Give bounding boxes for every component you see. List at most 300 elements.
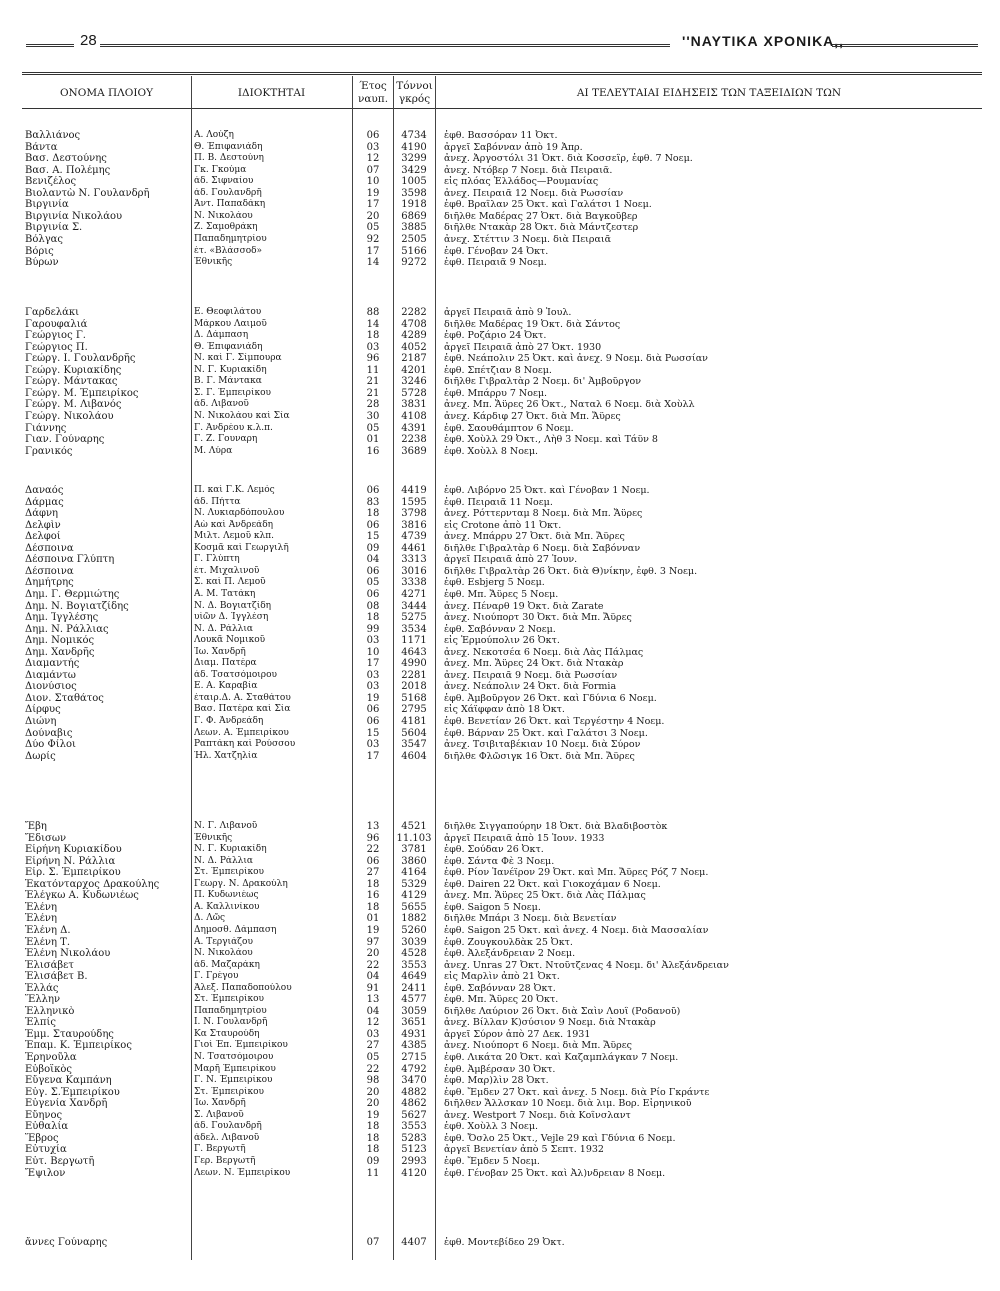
ship-owner: Δημοσθ. Δάμπαση — [194, 924, 277, 935]
table-row — [22, 1110, 982, 1122]
column-header-owner: ΙΔΙΟΚΤΗΤΑΙ — [237, 86, 306, 99]
gross-tonnage: 4391 — [401, 422, 427, 434]
gross-tonnage: 2018 — [401, 681, 427, 693]
ship-owner: Α. Τεργιάζου — [194, 936, 253, 947]
gross-tonnage: 2715 — [401, 1052, 427, 1063]
table-row — [22, 543, 982, 555]
ship-owner: Στ. Ἐμπειρίκου — [194, 1086, 265, 1097]
build-year: 14 — [366, 257, 380, 269]
ship-owner: ἀδ. Λιβανοῦ — [194, 399, 249, 410]
table-row — [22, 925, 982, 937]
ship-name: Δέσποινα — [25, 542, 74, 554]
ship-owner: Γ. Γρέγου — [194, 971, 239, 982]
table-row — [22, 142, 982, 154]
table-row — [22, 246, 982, 258]
ship-name: Δούναβις — [25, 727, 73, 739]
build-year: 01 — [366, 913, 380, 925]
gross-tonnage: 4708 — [401, 318, 427, 330]
voyage-news: ἐφθ. Χοὺλλ 29 Ὀκτ., Λὴθ 3 Νοεμ. καὶ Τάϋν 8 — [444, 434, 658, 446]
table-row — [22, 1029, 982, 1041]
voyage-news: ἀνεχ. Πέναρθ 19 Ὀκτ. διὰ Zarate — [444, 600, 604, 612]
build-year: 10 — [366, 646, 380, 658]
build-year: 13 — [366, 994, 380, 1006]
ship-name: Ἑλένη Δ. — [25, 924, 71, 936]
build-year: 18 — [366, 330, 380, 342]
gross-tonnage: 4129 — [401, 890, 427, 902]
ship-name: Γιάννης — [25, 422, 67, 434]
page-number: 28 — [80, 32, 97, 49]
build-year: 19 — [366, 924, 380, 936]
ship-name: Εὔγενα Καμπάνη — [25, 1075, 112, 1087]
build-year: 15 — [366, 531, 380, 543]
voyage-news: ἐφθ. Πειραιᾶ 9 Νοεμ. — [444, 257, 547, 269]
build-year: 20 — [366, 1086, 380, 1098]
voyage-news: ἐφθ. Βενετίαν 26 Ὀκτ. καὶ Τεργέστην 4 Νοεμ. — [444, 716, 665, 727]
ship-name: Ἐλέγκω Α. Κυδωνιέως — [25, 890, 139, 902]
ship-name: Ἑλλάς — [25, 982, 59, 994]
build-year: 03 — [366, 635, 380, 647]
gross-tonnage: 4052 — [401, 341, 427, 353]
ship-owner: Ν. Νικολάου — [194, 210, 253, 221]
voyage-news: διῆλθε Γιβραλτὰρ 6 Νοεμ. διὰ Σαβόνναν — [444, 542, 641, 554]
gross-tonnage: 2187 — [401, 353, 427, 365]
table-row — [22, 342, 982, 354]
ship-owner: Ι. Ν. Γουλανδρῆ — [194, 1017, 268, 1028]
build-year: 12 — [366, 153, 380, 165]
gross-tonnage: 11.103 — [396, 832, 432, 844]
ship-name: Γαρδελάκι — [25, 307, 80, 318]
build-year: 27 — [366, 867, 380, 879]
voyage-news: διῆλθε Λαύριον 26 Ὀκτ. διὰ Σαὶν Λουΐ (Ροδανοῦ) — [444, 1005, 681, 1017]
ship-owner: Μιλτ. Λεμοῦ κλπ. — [194, 531, 275, 542]
build-year: 30 — [366, 410, 380, 422]
ship-owner: Θ. Ἐπιφανιάδη — [194, 341, 263, 352]
table-header-rule — [22, 108, 982, 109]
gross-tonnage: 4931 — [401, 1028, 427, 1040]
gross-tonnage: 2411 — [401, 982, 427, 994]
gross-tonnage: 4120 — [401, 1167, 427, 1179]
ship-name: Δέσποινα Γλύπτη — [25, 554, 115, 566]
voyage-news: ἐφθ. Μπ. Ἄϋρες 20 Ὀκτ. — [444, 994, 559, 1006]
table-row — [22, 176, 982, 188]
ship-name: Γαρουφαλιά — [25, 318, 88, 330]
table-row — [22, 577, 982, 589]
build-year: 04 — [366, 971, 380, 983]
ship-name: Ἔψιλον — [25, 1167, 66, 1179]
build-year: 06 — [366, 485, 380, 496]
table-row — [22, 693, 982, 705]
ship-owner: Ἰω. Χανδρῆ — [194, 1098, 246, 1109]
ship-owner: Μαρῆ Ἐμπειρίκου — [194, 1063, 276, 1074]
voyage-news: ἐφθ. Ἀλεξάνδρειαν 2 Νοεμ. — [444, 948, 576, 960]
ship-owner: Στ. Ἐμπειρίκου — [194, 994, 265, 1005]
ship-owner: Γ. Γλύπτη — [194, 554, 240, 565]
ship-owner: Γερ. Βεργωτῆ — [194, 1155, 256, 1166]
gross-tonnage: 3798 — [401, 508, 427, 520]
table-row — [22, 624, 982, 636]
gross-tonnage: 4643 — [401, 646, 427, 658]
build-year: 99 — [366, 623, 380, 635]
ship-name: Γιαν. Γούναρης — [25, 434, 105, 446]
table-row — [22, 423, 982, 435]
gross-tonnage: 4164 — [401, 867, 427, 879]
build-year: 17 — [366, 245, 380, 257]
ship-owner: Μ. Λύρα — [194, 445, 233, 456]
build-year: 15 — [366, 727, 380, 739]
ship-name: Ἑλληνικὸ — [25, 1005, 75, 1017]
voyage-news: εἰς Ἑρμούπολιν 26 Ὀκτ. — [444, 635, 560, 647]
ship-name: Βιολαντὼ Ν. Γουλανδρῆ — [25, 187, 150, 199]
gross-tonnage: 2505 — [401, 233, 427, 245]
table-row — [22, 234, 982, 246]
build-year: 27 — [366, 1040, 380, 1052]
ship-name: Ἐμμ. Σταυρούδης — [25, 1028, 114, 1040]
table-row — [22, 1098, 982, 1110]
ship-owner: Π. Β. Δεστούνη — [194, 153, 264, 164]
ship-owner: Στ. Ἐμπειρίκου — [194, 867, 265, 878]
ship-owner: ἀδ. Γουλανδρῆ — [194, 187, 262, 198]
gross-tonnage: 3598 — [401, 187, 427, 199]
ship-owner: Ν. Νικολάου — [194, 948, 253, 959]
table-row — [22, 188, 982, 200]
ship-owner: Ν. Γ. Κυριακίδη — [194, 364, 267, 375]
gross-tonnage: 3429 — [401, 164, 427, 176]
voyage-news: ἀργεῖ Βενετίαν ἀπὸ 5 Σεπτ. 1932 — [444, 1144, 604, 1156]
voyage-news: ἐφθ. Saigon 25 Ὀκτ. καὶ ἀνεχ. 4 Νοεμ. διὰ Μασσαλίαν — [444, 924, 709, 936]
voyage-news: ἐφθ. Λικάτα 20 Ὀκτ. καὶ Καζαμπλάγκαν 7 Νοεμ. — [444, 1052, 679, 1063]
ship-name: Δωρίς — [25, 750, 56, 762]
voyage-news: διῆλθε Φλῶσιγκ 16 Ὀκτ. διὰ Μπ. Ἄϋρες — [444, 750, 635, 762]
table-row — [22, 960, 982, 972]
table-row — [22, 531, 982, 543]
ship-name: Δύο Φίλοι — [25, 739, 76, 751]
ship-owner: Ε. Θεοφιλάτου — [194, 307, 262, 317]
build-year: 22 — [366, 1063, 380, 1075]
gross-tonnage: 1918 — [401, 199, 427, 211]
ship-owner: Βασ. Πατέρα καὶ Σία — [194, 704, 291, 715]
voyage-news: ἀργεῖ Πειραιᾶ ἀπὸ 9 Ἰουλ. — [444, 307, 572, 318]
voyage-news: ἀνεχ. Νιούπορτ 30 Ὀκτ. διὰ Μπ. Ἄϋρες — [444, 612, 632, 624]
build-year: 97 — [366, 936, 380, 948]
ship-owner: Παπαδημητρίου — [194, 233, 267, 244]
gross-tonnage: 5123 — [401, 1144, 427, 1156]
build-year: 21 — [366, 387, 380, 399]
gross-tonnage: 2282 — [401, 307, 427, 318]
table-row — [22, 994, 982, 1006]
ship-name: Ἑλένη Νικολάου — [25, 948, 111, 960]
build-year: 09 — [366, 542, 380, 554]
ship-name: Ἑκατόνταρχος Δρακούλης — [25, 878, 160, 890]
ship-name: Εἰρήνη Κυριακίδου — [25, 844, 122, 856]
gross-tonnage: 5260 — [401, 924, 427, 936]
ship-name: Βόρις — [25, 245, 54, 257]
build-year: 19 — [366, 1109, 380, 1121]
voyage-news: εἰς Crotone ἀπὸ 11 Ὀκτ. — [444, 519, 562, 531]
gross-tonnage: 3246 — [401, 376, 427, 388]
ship-owner: Ν. Τσατσόμοιρου — [194, 1052, 274, 1062]
table-row — [22, 739, 982, 751]
ship-owner: Κα Σταυρούδη — [194, 1028, 260, 1039]
build-year: 18 — [366, 901, 380, 913]
voyage-news: διῆλθεν Ἄλλσκαν 10 Νοεμ. διὰ λιμ. Βορ. Εἰρηνικοῦ — [444, 1098, 692, 1110]
ship-name: Διον. Σταθάτος — [25, 692, 104, 704]
ship-owner: Β. Γ. Μάντακα — [194, 376, 262, 387]
gross-tonnage: 4461 — [401, 542, 427, 554]
voyage-news: διῆλθε Ντακὰρ 28 Ὀκτ. διὰ Μάντζεστερ — [444, 222, 639, 234]
build-year: 19 — [366, 692, 380, 704]
ship-name: Δελφὶν — [25, 519, 61, 531]
ship-owner: Δ. Λῶς — [194, 913, 226, 924]
ship-name: Δημ. Ν. Ράλλιας — [25, 623, 109, 635]
voyage-news: ἀνεχ. Κάρδιφ 27 Ὀκτ. διὰ Μπ. Ἄϋρες — [444, 410, 621, 422]
ship-name: Γεώργ. Μάντακας — [25, 376, 118, 388]
build-year: 11 — [366, 1167, 380, 1179]
gross-tonnage: 1171 — [401, 635, 427, 647]
table-row — [22, 257, 982, 269]
table-row — [22, 890, 982, 902]
voyage-news: ἀνεχ. Ρόττερνταμ 8 Νοεμ. διὰ Μπ. Ἄϋρες — [444, 508, 643, 520]
ship-owner: Λεων. Α. Ἐμπειρίκου — [194, 727, 289, 738]
build-year: 01 — [366, 434, 380, 446]
ship-name: Γεώργ. Ι. Γουλανδρῆς — [25, 353, 136, 365]
table-row — [22, 937, 982, 949]
gross-tonnage: 3651 — [401, 1017, 427, 1029]
build-year: 88 — [366, 307, 380, 318]
build-year: 06 — [366, 716, 380, 727]
ship-owner: Λουκᾶ Νομικοῦ — [194, 635, 266, 646]
ship-owner: ἀδ. Μαζαράκη — [194, 959, 260, 970]
ship-owner: Ἐθνικῆς — [194, 832, 233, 843]
gross-tonnage: 2281 — [401, 669, 427, 681]
build-year: 04 — [366, 1005, 380, 1017]
ship-owner: Ν. Γ. Λιβανοῦ — [194, 821, 258, 831]
table-row — [22, 399, 982, 411]
ship-name: Δημ. Ν. Βογιατζίδης — [25, 600, 129, 612]
ship-owner: ἀδ. Σιφναίου — [194, 176, 254, 187]
build-year: 03 — [366, 669, 380, 681]
voyage-news: ἐφθ. Esbjerg 5 Νοεμ. — [444, 577, 545, 589]
build-year: 18 — [366, 508, 380, 520]
ship-name: Δαναός — [25, 485, 64, 496]
column-header-tonnage: Τόννοι γκρός — [396, 80, 433, 105]
voyage-news: ἀνεχ. Τσιβιταβέκιαν 10 Νοεμ. διὰ Σύρον — [444, 739, 641, 751]
build-year: 04 — [366, 554, 380, 566]
table-row — [22, 388, 982, 400]
voyage-news: ἐφθ. Ἀμβοῦργον 26 Ὀκτ. καὶ Γδύνια 6 Νοεμ. — [444, 692, 657, 704]
ship-name: Ἑλένη — [25, 913, 58, 925]
gross-tonnage: 4990 — [401, 658, 427, 670]
build-year: 98 — [366, 1075, 380, 1087]
ship-owner: Γ. Ἀνδρέου κ.λ.π. — [194, 422, 273, 433]
ship-name: Γεώργιος Π. — [25, 341, 88, 353]
table-row — [22, 983, 982, 995]
column-header-news: ΑΙ ΤΕΛΕΥΤΑΙΑΙ ΕΙΔΗΣΕΙΣ ΤΩΝ ΤΑΞΕΙΔΙΩΝ ΤΩΝ — [576, 86, 842, 99]
ship-name: Γεώργ. Μ. Λιβανός — [25, 399, 122, 411]
ship-name: Δίρφυς — [25, 704, 61, 716]
gross-tonnage: 4739 — [401, 531, 427, 543]
gross-tonnage: 4649 — [401, 971, 427, 983]
build-year: 18 — [366, 1121, 380, 1133]
gross-tonnage: 4792 — [401, 1063, 427, 1075]
voyage-news: διῆλθε Σιγγαπούρην 18 Ὀκτ. διὰ Βλαδιβοστὸκ — [444, 821, 668, 832]
table-row — [22, 1144, 982, 1156]
header-rule-right — [832, 44, 978, 47]
voyage-news: ἀνεχ. Μπάρρυ 27 Ὀκτ. διὰ Μπ. Ἄϋρες — [444, 531, 625, 543]
build-year: 06 — [366, 519, 380, 531]
table-row — [22, 1133, 982, 1145]
gross-tonnage: 5655 — [401, 901, 427, 913]
ship-owner: ἀδελ. Λιβανοῦ — [194, 1132, 260, 1143]
ship-name: Ἐλισάβετ Β. — [25, 971, 88, 983]
publication-title: ''ΝΑΥΤΙΚΑ ΧΡΟΝΙΚΑ,, — [682, 33, 845, 49]
voyage-news: ἀνεχ. Βίλλαν Κ)σύσιον 9 Νοεμ. διὰ Ντακὰρ — [444, 1017, 656, 1029]
table-row — [22, 508, 982, 520]
table-row — [22, 1040, 982, 1052]
build-year: 14 — [366, 318, 380, 330]
ship-owner: Ν. Δ. Ράλλια — [194, 855, 253, 866]
voyage-news: ἀνεχ. Στέττιν 3 Νοεμ. διὰ Πειραιᾶ — [444, 233, 612, 245]
build-year: 22 — [366, 844, 380, 856]
header-rule-left — [26, 44, 74, 47]
ship-owner: Θ. Ἐπιφανιάδη — [194, 141, 263, 152]
table-row — [22, 867, 982, 879]
gross-tonnage: 4181 — [401, 716, 427, 727]
build-year: 92 — [366, 233, 380, 245]
table-row — [22, 844, 982, 856]
ship-owner: Ἀλεξ. Παπαδοπούλου — [194, 982, 292, 993]
ship-name: Δελφοί — [25, 531, 61, 543]
gross-tonnage: 4190 — [401, 141, 427, 153]
gross-tonnage: 5168 — [401, 692, 427, 704]
ship-name: ἄννες Γούναρης — [25, 1237, 108, 1248]
ship-name: Ἐλισάβετ — [25, 959, 74, 971]
table-row — [22, 566, 982, 578]
table-row — [22, 647, 982, 659]
build-year: 19 — [366, 187, 380, 199]
voyage-news: ἐφθ. Γένοβαν 25 Ὀκτ. καὶ Ἀλ)νδρειαν 8 Νοεμ. — [444, 1167, 666, 1179]
ship-owner: Ραπτάκη καὶ Ρούσσου — [194, 739, 296, 750]
ship-name: Γεώργ. Μ. Ἐμπειρίκος — [25, 387, 139, 399]
voyage-news: ἐφθ. Σαβόνναν 2 Νοεμ. — [444, 623, 556, 635]
build-year: 03 — [366, 681, 380, 693]
ship-owner: ἑτ. «Βλάσσοδ» — [194, 245, 263, 256]
gross-tonnage: 4385 — [401, 1040, 427, 1052]
gross-tonnage: 3016 — [401, 565, 427, 577]
ship-name: Δέσποινα — [25, 565, 74, 577]
build-year: 03 — [366, 1028, 380, 1040]
voyage-news: ἐφθ. Σάντα Φὲ 3 Νοεμ. — [444, 855, 555, 867]
ship-owner: Ζ. Σαμοθράκη — [194, 222, 258, 233]
table-row — [22, 612, 982, 624]
gross-tonnage: 3470 — [401, 1075, 427, 1087]
table-row — [22, 1087, 982, 1099]
ship-owner: Κοσμᾶ καὶ Γεωργιλῆ — [194, 542, 289, 553]
gross-tonnage: 4289 — [401, 330, 427, 342]
voyage-news: ἀνεχ. Μπ. Ἄϋρες 24 Ὀκτ. διὰ Ντακὰρ — [444, 658, 624, 670]
ship-name: Γεώργ. Κυριακίδης — [25, 364, 122, 376]
build-year: 05 — [366, 422, 380, 434]
table-row — [22, 601, 982, 613]
table-row — [22, 1075, 982, 1087]
ship-owner: ἀδ. Γουλανδρῆ — [194, 1121, 262, 1132]
ship-name: Εἰρήνη Ν. Ράλλια — [25, 855, 116, 867]
gross-tonnage: 5728 — [401, 387, 427, 399]
table-row — [22, 199, 982, 211]
ship-owner: Ν. Δ. Ράλλια — [194, 623, 253, 634]
ship-owner: Γ. Ν. Ἐμπειρίκου — [194, 1075, 273, 1086]
voyage-news: ἐφθ. Ἀμβέρσαν 30 Ὀκτ. — [444, 1063, 556, 1075]
gross-tonnage: 4882 — [401, 1086, 427, 1098]
table-row — [22, 635, 982, 647]
ship-owner: Σ. Γ. Ἐμπειρίκου — [194, 387, 272, 398]
gross-tonnage: 2993 — [401, 1155, 427, 1167]
build-year: 18 — [366, 612, 380, 624]
voyage-news: ἐφθ. Ροζάριο 24 Ὀκτ. — [444, 330, 547, 342]
gross-tonnage: 3885 — [401, 222, 427, 234]
build-year: 12 — [366, 1017, 380, 1029]
voyage-news: διῆλθε Γιβραλτὰρ 2 Νοεμ. δι' Ἀμβοῦργον — [444, 376, 642, 388]
gross-tonnage: 3831 — [401, 399, 427, 411]
table-row — [22, 821, 982, 833]
ship-owner: ἑταιρ.Δ. Α. Σταθάτου — [194, 692, 291, 703]
table-row — [22, 520, 982, 532]
voyage-news: ἐφθ. Λιβόρνο 25 Ὀκτ. καὶ Γένοβαν 1 Νοεμ. — [444, 485, 650, 496]
voyage-news: ἀνεχ. Μπ. Ἄϋρες 25 Ὀκτ. διὰ Λὰς Πάλμας — [444, 890, 646, 902]
table-row — [22, 153, 982, 165]
voyage-news: ἐφθ. Μοντεβίδεο 29 Ὀκτ. — [444, 1237, 565, 1248]
ship-name: Ἑλένη — [25, 901, 58, 913]
voyage-news: ἐφθ. Γένοβαν 24 Ὀκτ. — [444, 245, 549, 257]
ship-owner: Ν. Λυκιαρδόπουλου — [194, 508, 285, 519]
table-row — [22, 434, 982, 446]
build-year: 06 — [366, 565, 380, 577]
voyage-news: ἀνεχ. Πειραιᾶ 12 Νοεμ. διὰ Ρωσσίαν — [444, 187, 624, 199]
build-year: 83 — [366, 496, 380, 508]
ship-owner: Γκ. Γκούμα — [194, 164, 247, 175]
ship-name: Διώνη — [25, 716, 57, 727]
voyage-news: ἐφθ. Βάρναν 25 Ὀκτ. καὶ Γαλάτσι 3 Νοεμ. — [444, 727, 648, 739]
gross-tonnage: 4577 — [401, 994, 427, 1006]
build-year: 06 — [366, 855, 380, 867]
gross-tonnage: 4734 — [401, 130, 427, 141]
voyage-news: ἐφθ. Μπάρρυ 7 Νοεμ. — [444, 387, 548, 399]
column-header-year: Έτος ναυπ. — [357, 80, 389, 105]
table-row — [22, 681, 982, 693]
build-year: 20 — [366, 210, 380, 222]
gross-tonnage: 5283 — [401, 1132, 427, 1144]
ship-name: Βαλλιάνος — [25, 130, 81, 141]
ship-name: Εὔηνος — [25, 1109, 63, 1121]
voyage-news: ἐφθ. Ζουγκουλδὰκ 25 Ὀκτ. — [444, 936, 573, 948]
gross-tonnage: 4419 — [401, 485, 427, 496]
ship-owner: Γεωργ. Ν. Δρακούλη — [194, 878, 288, 889]
table-row — [22, 319, 982, 331]
table-row — [22, 1121, 982, 1133]
ship-name: Εἰρ. Σ. Ἐμπειρίκου — [25, 867, 121, 879]
voyage-news: ἐφθ. Μαρ)λὶν 28 Ὀκτ. — [444, 1075, 549, 1087]
gross-tonnage: 1005 — [401, 176, 427, 188]
build-year: 05 — [366, 222, 380, 234]
table-row — [22, 130, 982, 142]
table-row — [22, 211, 982, 223]
ship-name: Διονύσιος — [25, 681, 77, 693]
gross-tonnage: 5604 — [401, 727, 427, 739]
gross-tonnage: 4528 — [401, 948, 427, 960]
table-row — [22, 165, 982, 177]
voyage-news: ἀνεχ. Ἀργοστόλι 31 Ὀκτ. διὰ Κοσσεΐρ, ἐφθ. 7 Νοεμ. — [444, 153, 693, 165]
gross-tonnage: 3553 — [401, 959, 427, 971]
build-year: 16 — [366, 890, 380, 902]
